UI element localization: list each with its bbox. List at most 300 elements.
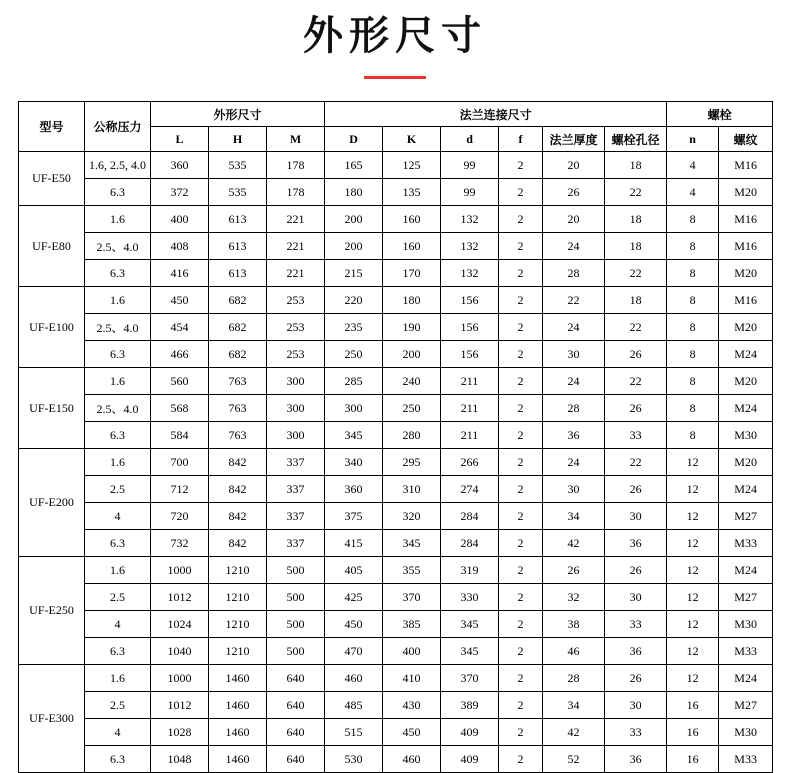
cell-f: 2 <box>499 719 543 746</box>
cell-thread: M27 <box>719 503 773 530</box>
cell-M: 253 <box>267 341 325 368</box>
cell-flange-thickness: 28 <box>543 260 605 287</box>
cell-thread: M20 <box>719 449 773 476</box>
cell-pressure: 2.5、4.0 <box>85 233 151 260</box>
cell-H: 842 <box>209 476 267 503</box>
cell-pressure: 1.6 <box>85 665 151 692</box>
cell-K: 310 <box>383 476 441 503</box>
cell-n: 8 <box>667 287 719 314</box>
cell-d: 156 <box>441 341 499 368</box>
cell-bolt-hole-dia: 26 <box>605 395 667 422</box>
cell-L: 372 <box>151 179 209 206</box>
cell-model: UF-E80 <box>19 206 85 287</box>
cell-f: 2 <box>499 422 543 449</box>
cell-M: 500 <box>267 638 325 665</box>
cell-L: 416 <box>151 260 209 287</box>
cell-L: 720 <box>151 503 209 530</box>
dimensions-table <box>18 101 773 773</box>
table-row <box>19 260 773 287</box>
cell-d: 211 <box>441 395 499 422</box>
cell-L: 1000 <box>151 665 209 692</box>
cell-bolt-hole-dia: 22 <box>605 314 667 341</box>
header-D: D <box>325 127 383 152</box>
cell-n: 12 <box>667 530 719 557</box>
cell-d: 132 <box>441 233 499 260</box>
cell-f: 2 <box>499 314 543 341</box>
cell-bolt-hole-dia: 36 <box>605 638 667 665</box>
cell-thread: M24 <box>719 395 773 422</box>
cell-H: 535 <box>209 179 267 206</box>
cell-n: 12 <box>667 638 719 665</box>
cell-H: 763 <box>209 368 267 395</box>
cell-f: 2 <box>499 584 543 611</box>
cell-pressure: 6.3 <box>85 530 151 557</box>
cell-M: 337 <box>267 449 325 476</box>
cell-pressure: 1.6 <box>85 449 151 476</box>
cell-M: 337 <box>267 503 325 530</box>
cell-H: 1210 <box>209 638 267 665</box>
cell-f: 2 <box>499 341 543 368</box>
cell-thread: M30 <box>719 719 773 746</box>
cell-D: 530 <box>325 746 383 773</box>
cell-pressure: 6.3 <box>85 260 151 287</box>
table-row <box>19 449 773 476</box>
cell-L: 400 <box>151 206 209 233</box>
cell-n: 16 <box>667 746 719 773</box>
cell-flange-thickness: 30 <box>543 341 605 368</box>
cell-M: 221 <box>267 233 325 260</box>
cell-K: 180 <box>383 287 441 314</box>
cell-f: 2 <box>499 476 543 503</box>
cell-L: 568 <box>151 395 209 422</box>
cell-H: 763 <box>209 422 267 449</box>
cell-model: UF-E50 <box>19 152 85 206</box>
table-row <box>19 179 773 206</box>
cell-pressure: 1.6, 2.5, 4.0 <box>85 152 151 179</box>
cell-D: 235 <box>325 314 383 341</box>
cell-bolt-hole-dia: 30 <box>605 503 667 530</box>
cell-f: 2 <box>499 665 543 692</box>
cell-K: 320 <box>383 503 441 530</box>
cell-M: 221 <box>267 260 325 287</box>
cell-f: 2 <box>499 287 543 314</box>
cell-flange-thickness: 38 <box>543 611 605 638</box>
cell-model: UF-E250 <box>19 557 85 665</box>
cell-n: 12 <box>667 503 719 530</box>
cell-f: 2 <box>499 395 543 422</box>
cell-thread: M20 <box>719 260 773 287</box>
table-row <box>19 557 773 584</box>
cell-M: 300 <box>267 368 325 395</box>
cell-bolt-hole-dia: 22 <box>605 449 667 476</box>
cell-L: 584 <box>151 422 209 449</box>
cell-n: 4 <box>667 179 719 206</box>
cell-f: 2 <box>499 530 543 557</box>
cell-K: 160 <box>383 206 441 233</box>
cell-K: 240 <box>383 368 441 395</box>
header-thread: 螺纹 <box>719 127 773 152</box>
cell-H: 682 <box>209 287 267 314</box>
cell-flange-thickness: 34 <box>543 503 605 530</box>
cell-d: 370 <box>441 665 499 692</box>
cell-thread: M24 <box>719 557 773 584</box>
cell-flange-thickness: 30 <box>543 476 605 503</box>
cell-d: 345 <box>441 611 499 638</box>
cell-flange-thickness: 42 <box>543 530 605 557</box>
cell-f: 2 <box>499 152 543 179</box>
cell-M: 337 <box>267 476 325 503</box>
cell-thread: M20 <box>719 314 773 341</box>
cell-f: 2 <box>499 503 543 530</box>
cell-flange-thickness: 26 <box>543 179 605 206</box>
cell-f: 2 <box>499 611 543 638</box>
cell-d: 266 <box>441 449 499 476</box>
cell-n: 12 <box>667 611 719 638</box>
cell-d: 345 <box>441 638 499 665</box>
cell-L: 700 <box>151 449 209 476</box>
cell-pressure: 1.6 <box>85 557 151 584</box>
cell-K: 430 <box>383 692 441 719</box>
cell-flange-thickness: 42 <box>543 719 605 746</box>
cell-d: 211 <box>441 368 499 395</box>
cell-d: 156 <box>441 314 499 341</box>
table-row <box>19 611 773 638</box>
cell-K: 125 <box>383 152 441 179</box>
table-row <box>19 692 773 719</box>
cell-f: 2 <box>499 638 543 665</box>
cell-bolt-hole-dia: 18 <box>605 287 667 314</box>
table-row <box>19 368 773 395</box>
cell-L: 1028 <box>151 719 209 746</box>
cell-K: 200 <box>383 341 441 368</box>
header-bolt: 螺栓 <box>667 102 773 127</box>
cell-thread: M20 <box>719 179 773 206</box>
cell-flange-thickness: 24 <box>543 233 605 260</box>
cell-K: 460 <box>383 746 441 773</box>
cell-H: 613 <box>209 206 267 233</box>
cell-pressure: 1.6 <box>85 287 151 314</box>
cell-d: 409 <box>441 719 499 746</box>
header-overall-dimensions: 外形尺寸 <box>151 102 325 127</box>
table-row <box>19 503 773 530</box>
cell-flange-thickness: 36 <box>543 422 605 449</box>
cell-pressure: 4 <box>85 719 151 746</box>
cell-thread: M20 <box>719 368 773 395</box>
cell-K: 170 <box>383 260 441 287</box>
cell-L: 408 <box>151 233 209 260</box>
cell-D: 425 <box>325 584 383 611</box>
cell-bolt-hole-dia: 22 <box>605 179 667 206</box>
cell-K: 190 <box>383 314 441 341</box>
cell-M: 500 <box>267 611 325 638</box>
cell-H: 1210 <box>209 611 267 638</box>
title-underline-rule <box>364 76 426 79</box>
cell-bolt-hole-dia: 30 <box>605 584 667 611</box>
cell-H: 1460 <box>209 746 267 773</box>
cell-L: 1048 <box>151 746 209 773</box>
cell-H: 1210 <box>209 584 267 611</box>
cell-bolt-hole-dia: 36 <box>605 530 667 557</box>
header-bolt-hole-dia: 螺栓孔径 <box>605 127 667 152</box>
cell-flange-thickness: 28 <box>543 665 605 692</box>
cell-L: 1012 <box>151 584 209 611</box>
header-flange-connection: 法兰连接尺寸 <box>325 102 667 127</box>
cell-d: 211 <box>441 422 499 449</box>
cell-n: 8 <box>667 206 719 233</box>
page-title: 外形尺寸 <box>303 14 487 58</box>
cell-L: 450 <box>151 287 209 314</box>
cell-pressure: 4 <box>85 503 151 530</box>
cell-D: 165 <box>325 152 383 179</box>
cell-D: 200 <box>325 206 383 233</box>
cell-n: 12 <box>667 665 719 692</box>
cell-bolt-hole-dia: 26 <box>605 341 667 368</box>
header-K: K <box>383 127 441 152</box>
cell-d: 156 <box>441 287 499 314</box>
cell-n: 12 <box>667 476 719 503</box>
cell-H: 613 <box>209 233 267 260</box>
cell-K: 450 <box>383 719 441 746</box>
table-row <box>19 314 773 341</box>
cell-n: 8 <box>667 260 719 287</box>
cell-bolt-hole-dia: 22 <box>605 368 667 395</box>
header-flange-thickness: 法兰厚度 <box>543 127 605 152</box>
table-row <box>19 530 773 557</box>
cell-d: 409 <box>441 746 499 773</box>
cell-model: UF-E300 <box>19 665 85 773</box>
cell-n: 8 <box>667 341 719 368</box>
cell-K: 280 <box>383 422 441 449</box>
cell-bolt-hole-dia: 33 <box>605 422 667 449</box>
cell-thread: M30 <box>719 611 773 638</box>
cell-flange-thickness: 20 <box>543 152 605 179</box>
cell-M: 640 <box>267 665 325 692</box>
cell-bolt-hole-dia: 18 <box>605 233 667 260</box>
cell-D: 360 <box>325 476 383 503</box>
header-H: H <box>209 127 267 152</box>
cell-thread: M24 <box>719 476 773 503</box>
cell-D: 340 <box>325 449 383 476</box>
cell-d: 132 <box>441 260 499 287</box>
cell-K: 355 <box>383 557 441 584</box>
cell-H: 613 <box>209 260 267 287</box>
cell-M: 500 <box>267 584 325 611</box>
cell-flange-thickness: 20 <box>543 206 605 233</box>
cell-bolt-hole-dia: 26 <box>605 665 667 692</box>
cell-thread: M24 <box>719 341 773 368</box>
cell-D: 285 <box>325 368 383 395</box>
cell-M: 178 <box>267 152 325 179</box>
cell-L: 1012 <box>151 692 209 719</box>
cell-K: 135 <box>383 179 441 206</box>
cell-pressure: 2.5、4.0 <box>85 314 151 341</box>
cell-d: 132 <box>441 206 499 233</box>
header-nominal-pressure: 公称压力 <box>85 102 151 152</box>
cell-pressure: 6.3 <box>85 746 151 773</box>
cell-thread: M24 <box>719 665 773 692</box>
cell-n: 4 <box>667 152 719 179</box>
cell-thread: M27 <box>719 692 773 719</box>
table-row <box>19 422 773 449</box>
cell-H: 842 <box>209 530 267 557</box>
cell-f: 2 <box>499 746 543 773</box>
cell-bolt-hole-dia: 22 <box>605 260 667 287</box>
cell-bolt-hole-dia: 18 <box>605 152 667 179</box>
cell-flange-thickness: 24 <box>543 449 605 476</box>
cell-H: 1460 <box>209 692 267 719</box>
cell-thread: M16 <box>719 152 773 179</box>
cell-D: 485 <box>325 692 383 719</box>
cell-thread: M30 <box>719 422 773 449</box>
cell-thread: M27 <box>719 584 773 611</box>
cell-n: 12 <box>667 449 719 476</box>
cell-L: 560 <box>151 368 209 395</box>
cell-D: 180 <box>325 179 383 206</box>
cell-K: 295 <box>383 449 441 476</box>
cell-D: 515 <box>325 719 383 746</box>
cell-d: 389 <box>441 692 499 719</box>
cell-M: 253 <box>267 314 325 341</box>
cell-pressure: 2.5 <box>85 692 151 719</box>
cell-flange-thickness: 52 <box>543 746 605 773</box>
cell-d: 284 <box>441 503 499 530</box>
cell-L: 1040 <box>151 638 209 665</box>
cell-K: 385 <box>383 611 441 638</box>
cell-L: 454 <box>151 314 209 341</box>
table-row <box>19 719 773 746</box>
cell-bolt-hole-dia: 33 <box>605 719 667 746</box>
cell-L: 360 <box>151 152 209 179</box>
cell-pressure: 2.5、4.0 <box>85 395 151 422</box>
cell-n: 8 <box>667 395 719 422</box>
table-row <box>19 395 773 422</box>
cell-D: 470 <box>325 638 383 665</box>
cell-thread: M33 <box>719 530 773 557</box>
cell-M: 337 <box>267 530 325 557</box>
cell-thread: M16 <box>719 287 773 314</box>
cell-bolt-hole-dia: 33 <box>605 611 667 638</box>
cell-f: 2 <box>499 449 543 476</box>
spec-table-wrap <box>18 101 772 773</box>
cell-M: 640 <box>267 746 325 773</box>
cell-f: 2 <box>499 260 543 287</box>
cell-pressure: 4 <box>85 611 151 638</box>
cell-D: 375 <box>325 503 383 530</box>
cell-M: 300 <box>267 422 325 449</box>
header-n: n <box>667 127 719 152</box>
cell-D: 405 <box>325 557 383 584</box>
cell-pressure: 6.3 <box>85 638 151 665</box>
cell-f: 2 <box>499 233 543 260</box>
table-row <box>19 287 773 314</box>
cell-D: 460 <box>325 665 383 692</box>
cell-H: 1460 <box>209 665 267 692</box>
cell-D: 345 <box>325 422 383 449</box>
cell-d: 284 <box>441 530 499 557</box>
cell-pressure: 1.6 <box>85 368 151 395</box>
cell-n: 16 <box>667 692 719 719</box>
table-row <box>19 152 773 179</box>
table-header-row-group <box>19 102 773 127</box>
cell-n: 8 <box>667 422 719 449</box>
cell-D: 215 <box>325 260 383 287</box>
header-model: 型号 <box>19 102 85 152</box>
cell-f: 2 <box>499 557 543 584</box>
cell-flange-thickness: 32 <box>543 584 605 611</box>
table-body <box>19 152 773 773</box>
cell-d: 99 <box>441 152 499 179</box>
header-M: M <box>267 127 325 152</box>
table-row <box>19 665 773 692</box>
cell-flange-thickness: 24 <box>543 368 605 395</box>
cell-n: 12 <box>667 557 719 584</box>
cell-H: 842 <box>209 449 267 476</box>
cell-D: 220 <box>325 287 383 314</box>
cell-f: 2 <box>499 692 543 719</box>
cell-K: 250 <box>383 395 441 422</box>
cell-K: 345 <box>383 530 441 557</box>
cell-flange-thickness: 34 <box>543 692 605 719</box>
cell-M: 500 <box>267 557 325 584</box>
table-row <box>19 341 773 368</box>
cell-d: 319 <box>441 557 499 584</box>
header-d: d <box>441 127 499 152</box>
cell-L: 732 <box>151 530 209 557</box>
cell-M: 178 <box>267 179 325 206</box>
cell-bolt-hole-dia: 26 <box>605 557 667 584</box>
cell-K: 370 <box>383 584 441 611</box>
cell-n: 8 <box>667 314 719 341</box>
table-row <box>19 476 773 503</box>
cell-thread: M16 <box>719 233 773 260</box>
table-row <box>19 233 773 260</box>
cell-L: 1024 <box>151 611 209 638</box>
cell-H: 1460 <box>209 719 267 746</box>
cell-D: 450 <box>325 611 383 638</box>
cell-D: 300 <box>325 395 383 422</box>
cell-K: 160 <box>383 233 441 260</box>
cell-pressure: 6.3 <box>85 422 151 449</box>
cell-thread: M33 <box>719 746 773 773</box>
cell-M: 253 <box>267 287 325 314</box>
cell-M: 221 <box>267 206 325 233</box>
cell-flange-thickness: 46 <box>543 638 605 665</box>
cell-f: 2 <box>499 206 543 233</box>
cell-bolt-hole-dia: 26 <box>605 476 667 503</box>
cell-pressure: 6.3 <box>85 179 151 206</box>
cell-D: 415 <box>325 530 383 557</box>
cell-f: 2 <box>499 179 543 206</box>
cell-L: 712 <box>151 476 209 503</box>
cell-M: 640 <box>267 719 325 746</box>
table-header <box>19 102 773 152</box>
cell-thread: M33 <box>719 638 773 665</box>
table-row <box>19 584 773 611</box>
cell-D: 200 <box>325 233 383 260</box>
cell-M: 640 <box>267 692 325 719</box>
cell-K: 400 <box>383 638 441 665</box>
cell-model: UF-E100 <box>19 287 85 368</box>
cell-H: 842 <box>209 503 267 530</box>
cell-H: 682 <box>209 341 267 368</box>
cell-pressure: 1.6 <box>85 206 151 233</box>
cell-H: 535 <box>209 152 267 179</box>
cell-n: 12 <box>667 584 719 611</box>
cell-thread: M16 <box>719 206 773 233</box>
cell-H: 763 <box>209 395 267 422</box>
page-title-block <box>0 0 790 79</box>
cell-pressure: 2.5 <box>85 476 151 503</box>
